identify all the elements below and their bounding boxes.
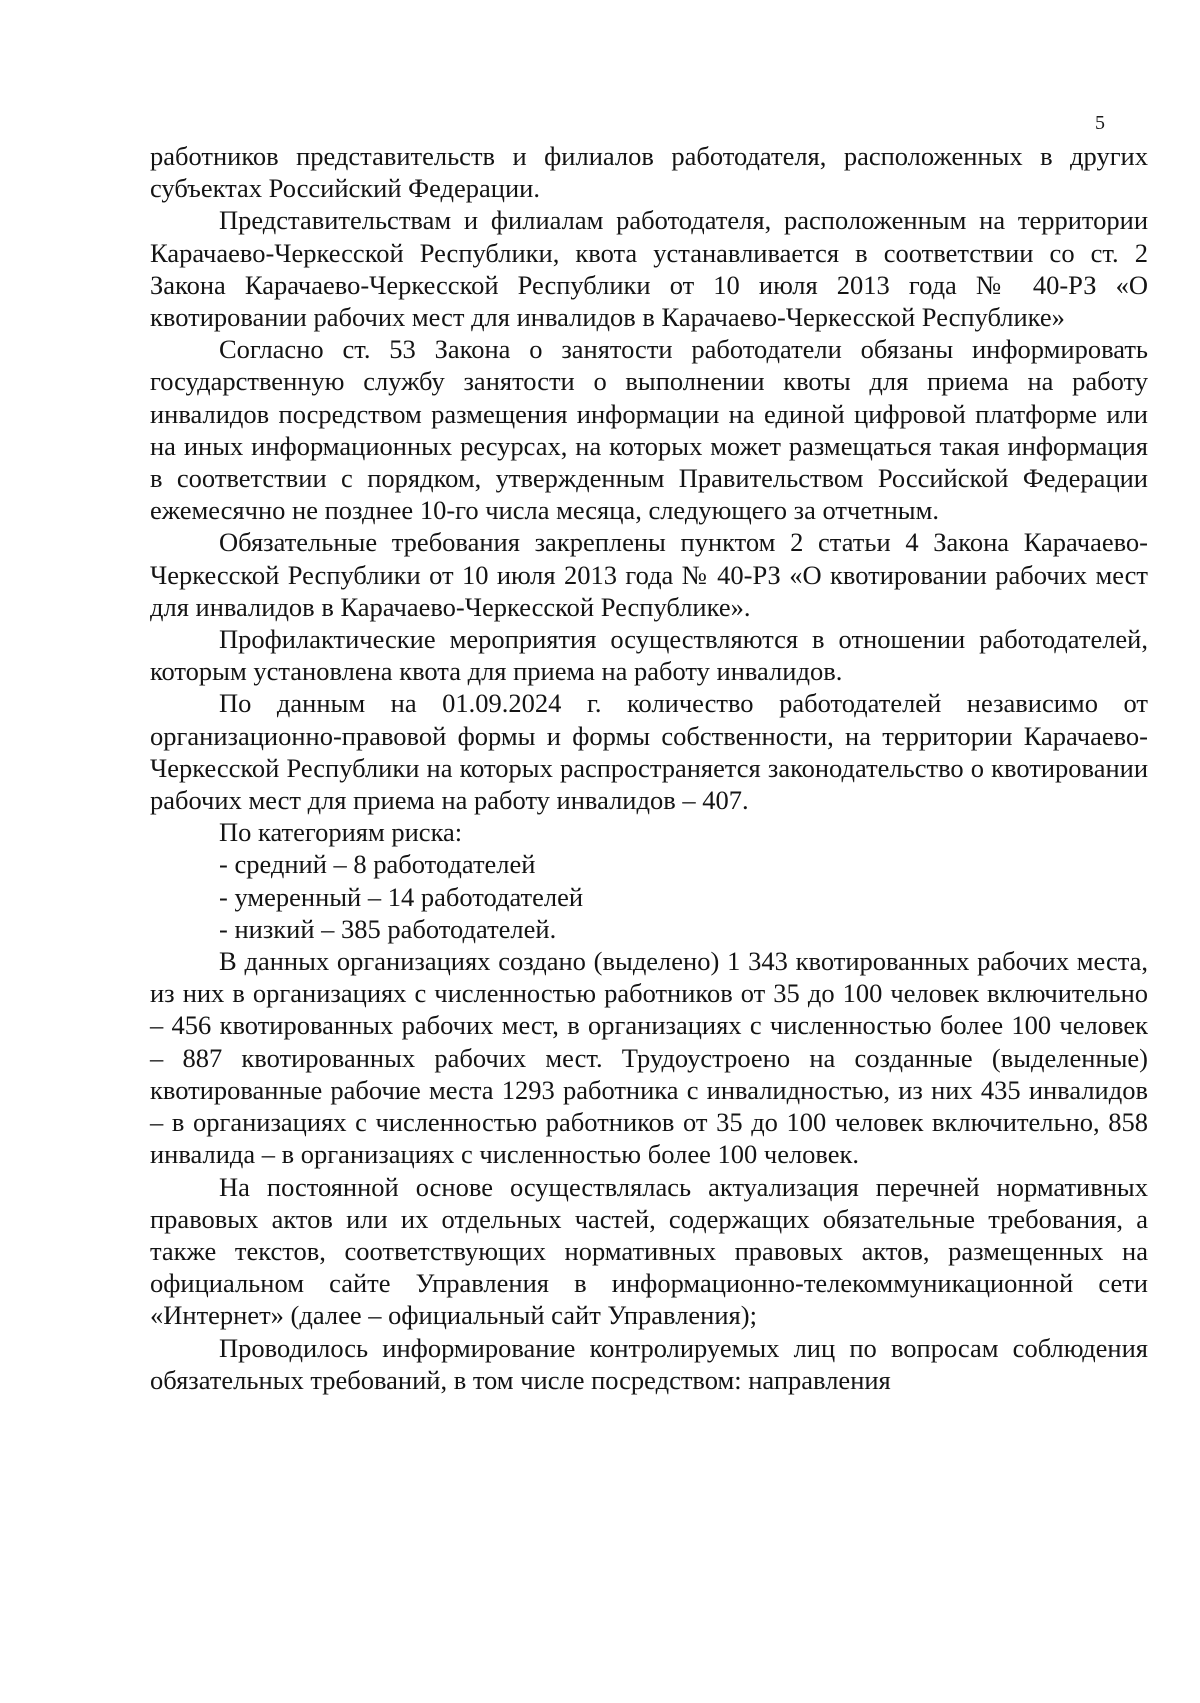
risk-category-item-moderate: - умеренный – 14 работодателей <box>219 881 584 912</box>
document-body <box>150 140 1148 1396</box>
paragraph-regulatory-updates: На постоянной основе осуществлялась актуализация перечней нормативных правовых актов или их отдельных частей, содержащих обязательные требования, а также текстов, соответствующих нормативных правовых актов, размещенных на официальном сайте Управления в информационно-телекоммуникационной сети «Интернет» (далее – официальный сайт Управления); <box>150 1171 1148 1331</box>
paragraph-branches-quota: Представительствам и филиалам работодателя, расположенным на территории Карачаево-Черкесской Республики, квота устанавливается в соответствии со ст. 2 Закона Карачаево-Черкесской Республики от 10 июля 2013 года № 40-РЗ «О квотировании рабочих мест для инвалидов в Карачаево-Черкесской Республике» <box>150 205 1148 333</box>
risk-category-item-low: - низкий – 385 работодателей. <box>219 913 557 944</box>
paragraph-quota-jobs: В данных организациях создано (выделено) 1 343 квотированных рабочих места, из них в организациях с численностью работников от 35 до 100 человек включительно – 456 квотированных рабочих мест, в организациях с численностью более 100 человек – 887 квотированных рабочих мест. Трудоустроено на созданные (выделенные) квотированные рабочие места 1293 работника с инвалидностью, из них 435 инвалидов – в организациях с численностью работников от 35 до 100 человек включительно, 858 инвалида – в организациях с численностью более 100 человек. <box>150 946 1148 1170</box>
risk-category-list <box>150 848 1148 945</box>
paragraph-continuation: работников представительств и филиалов работодателя, расположенных в других субъектах Российский Федерации. <box>150 141 1148 204</box>
page-number: 5 <box>1095 112 1105 134</box>
paragraph-informing: Проводилось информирование контролируемых лиц по вопросам соблюдения обязательных требований, в том числе посредством: направления <box>150 1332 1148 1395</box>
paragraph-mandatory-requirements: Обязательные требования закреплены пунктом 2 статьи 4 Закона Карачаево-Черкесской Республики от 10 июля 2013 года № 40-РЗ «О квотировании рабочих мест для инвалидов в Карачаево-Черкесской Республике». <box>150 527 1148 622</box>
paragraph-employer-count: По данным на 01.09.2024 г. количество работодателей независимо от организационно-правовой формы и формы собственности, на территории Карачаево-Черкесской Республики на которых распространяется законодательство о квотировании рабочих мест для приема на работу инвалидов – 407. <box>150 688 1148 816</box>
risk-category-item-medium: - средний – 8 работодателей <box>219 849 536 880</box>
paragraph-preventive-measures: Профилактические мероприятия осуществляются в отношении работодателей, которым установлена квота для приема на работу инвалидов. <box>150 624 1148 687</box>
paragraph-risk-categories-heading: По категориям риска: <box>219 817 463 848</box>
paragraph-reporting-obligation: Согласно ст. 53 Закона о занятости работодатели обязаны информировать государственную службу занятости о выполнении квоты для приема на работу инвалидов посредством размещения информации на единой цифровой платформе или на иных информационных ресурсах, на которых может размещаться такая информация в соответствии с порядком, утвержденным Правительством Российской Федерации ежемесячно не позднее 10-го числа месяца, следующего за отчетным. <box>150 334 1148 526</box>
